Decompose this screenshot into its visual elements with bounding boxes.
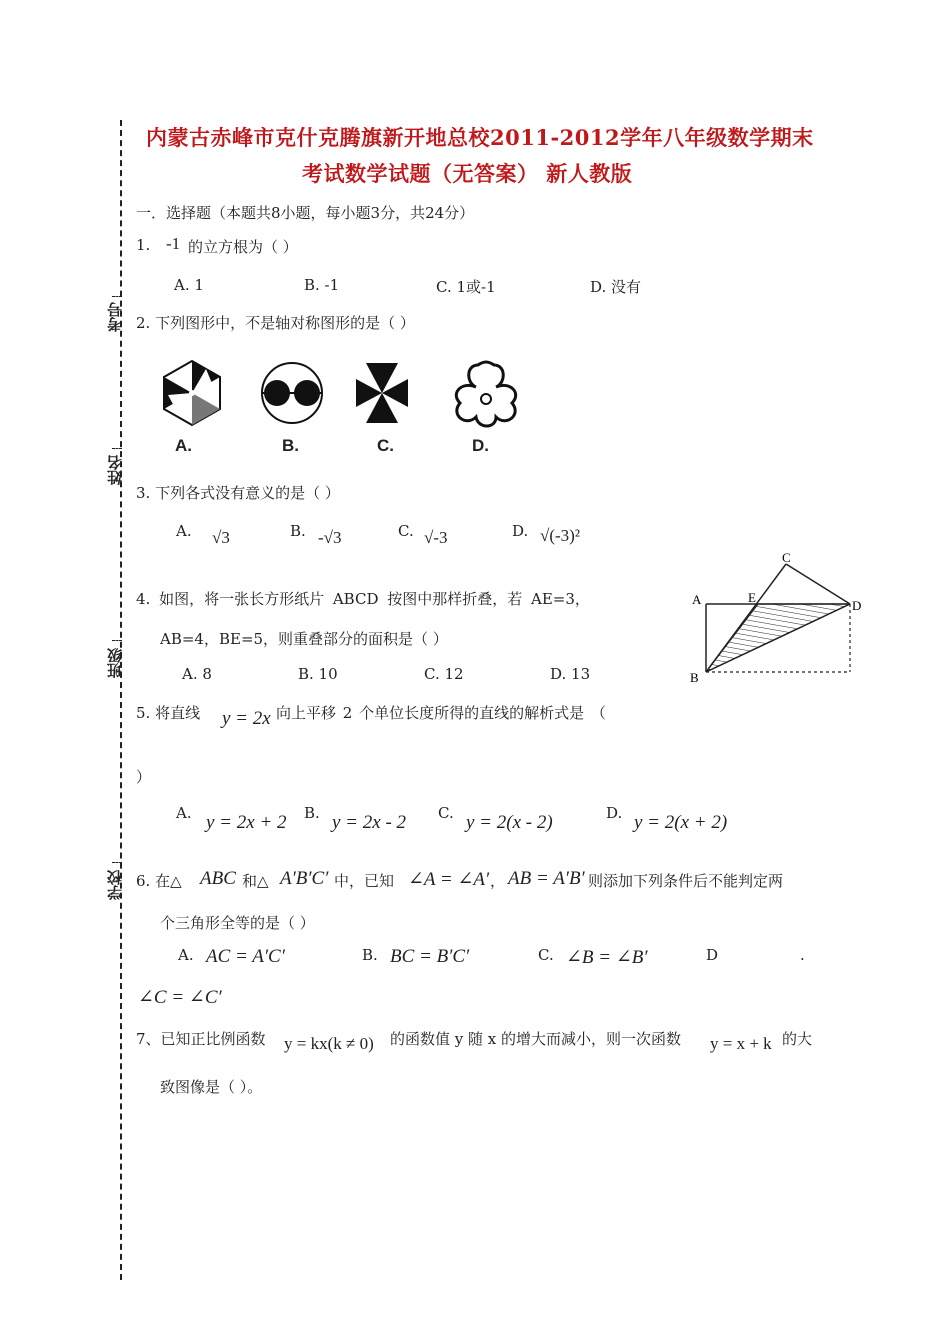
q2-label-d: D. — [472, 436, 489, 455]
q2-label-c: C. — [377, 436, 394, 455]
section-heading: 一．选择题（本题共8小题，每小题3分，共24分） — [136, 204, 475, 222]
q1-option-b: B. -1 — [304, 276, 340, 294]
q6-expr-b: BC = B′C′ — [390, 946, 470, 967]
q7-expr2: y = x + k — [710, 1034, 772, 1053]
q6-abc2: A′B′C′ — [280, 868, 329, 889]
fig-label-a: A — [692, 592, 702, 607]
q5-prefix: 5. 将直线 — [136, 704, 201, 722]
q3-expr-d: √(-3)² — [540, 526, 580, 545]
fig-label-e: E — [748, 590, 756, 605]
q3-letter-c: C. — [398, 522, 414, 540]
q1-number: 1. — [136, 236, 151, 254]
q6-expr-d: ∠C = ∠C′ — [138, 987, 222, 1008]
figure-b-circle-icon — [262, 363, 322, 423]
label-xingming: 姓名 — [106, 455, 124, 485]
q2-figures — [150, 355, 530, 435]
q6-dot: . — [800, 946, 805, 964]
q5-expr: y = 2x — [222, 708, 271, 729]
q6-letter-d: D — [706, 946, 719, 964]
q3-expr-b: -√3 — [318, 528, 342, 547]
q7-p3: 的大 — [782, 1030, 813, 1048]
q6-p3: 中，已知 — [334, 872, 395, 890]
q1-option-a: A. 1 — [174, 276, 204, 294]
q6-letter-c: C. — [538, 946, 554, 964]
q1-text: 的立方根为（ ） — [188, 238, 298, 256]
q2-label-b: B. — [282, 436, 299, 455]
q5-letter-c: C. — [438, 804, 454, 822]
underline-xuexiao — [112, 862, 122, 863]
q7-p2: 的函数值 y 随 x 的增大而减小，则一次函数 — [390, 1030, 682, 1048]
q1-option-c: C. 1或-1 — [436, 278, 496, 296]
label-banji: 班级 — [106, 648, 124, 678]
q6-expr-a: AC = A′C′ — [206, 946, 285, 967]
figure-c-cross-icon — [356, 363, 408, 423]
q4-option-a: A. 8 — [182, 665, 212, 683]
label-xuexiao: 学校 — [106, 870, 124, 900]
q4-line2: AB=4，BE=5，则重叠部分的面积是（ ） — [160, 630, 448, 648]
label-kaohao: 考号 — [106, 302, 124, 332]
q4-option-b: B. 10 — [298, 665, 338, 683]
q5-suffix: 向上平移 2 个单位长度所得的直线的解析式是 （ — [276, 704, 606, 722]
q5-letter-d: D. — [606, 804, 623, 822]
figure-d-flower-icon — [456, 362, 515, 426]
q3-expr-a: √3 — [212, 528, 230, 547]
q3-text: 3. 下列各式没有意义的是（ ） — [136, 484, 340, 502]
fig-label-d: D — [852, 598, 862, 613]
q6-line2: 个三角形全等的是（ ） — [160, 914, 315, 932]
q3-expr-c: √-3 — [424, 528, 448, 547]
q6-cond2: AB = A′B′ — [508, 868, 585, 889]
q7-expr1: y = kx(k ≠ 0) — [284, 1034, 374, 1053]
q4-line1: 4. 如图，将一张长方形纸片 ABCD 按图中那样折叠，若 AE=3， — [136, 590, 590, 608]
fig-label-c: C — [782, 550, 791, 565]
underline-kaohao — [112, 296, 122, 297]
q5-expr-c: y = 2(x - 2) — [466, 812, 553, 833]
q5-expr-d: y = 2(x + 2) — [634, 812, 728, 833]
q1-option-d: D. 没有 — [590, 278, 642, 296]
title-line2: 考试数学试题（无答案） 新人教版 — [302, 161, 633, 186]
q6-abc: ABC — [200, 868, 236, 889]
q3-letter-b: B. — [290, 522, 306, 540]
q4-option-d: D. 13 — [550, 665, 591, 683]
q6-p4: 则添加下列条件后不能判定两 — [588, 872, 784, 890]
q5-expr-a: y = 2x + 2 — [206, 812, 287, 833]
underline-banji — [112, 640, 122, 641]
q5-letter-b: B. — [304, 804, 320, 822]
q5-letter-a: A. — [176, 804, 192, 822]
q5-expr-b: y = 2x - 2 — [332, 812, 407, 833]
binding-dashed-line — [120, 120, 122, 1280]
q6-letter-a: A. — [178, 946, 194, 964]
q6-letter-b: B. — [362, 946, 378, 964]
title-line1: 内蒙古赤峰市克什克腾旗新开地总校2011-2012学年八年级数学期末 — [146, 125, 814, 150]
q3-letter-d: D. — [512, 522, 529, 540]
underline-xingming — [112, 448, 122, 449]
q5-close: ） — [136, 768, 152, 786]
q2-text: 2. 下列图形中，不是轴对称图形的是（ ） — [136, 314, 415, 332]
q6-expr-c: ∠B = ∠B′ — [566, 947, 648, 968]
q1-expr: -1 — [166, 234, 181, 253]
q6-cond1: ∠A = ∠A′ — [408, 869, 490, 890]
figure-a-hexagon-icon — [164, 361, 220, 425]
q6-p2: 和△ — [242, 872, 269, 890]
q7-p1: 7、已知正比例函数 — [136, 1030, 266, 1048]
q6-p1: 6. 在△ — [136, 872, 182, 890]
q2-label-a: A. — [175, 436, 192, 455]
q3-letter-a: A. — [176, 522, 192, 540]
q6-comma: ， — [490, 872, 506, 890]
q7-line2: 致图像是（ ）。 — [160, 1078, 263, 1096]
q4-fold-figure — [686, 548, 872, 688]
fig-label-b: B — [690, 670, 699, 685]
q4-option-c: C. 12 — [424, 665, 464, 683]
